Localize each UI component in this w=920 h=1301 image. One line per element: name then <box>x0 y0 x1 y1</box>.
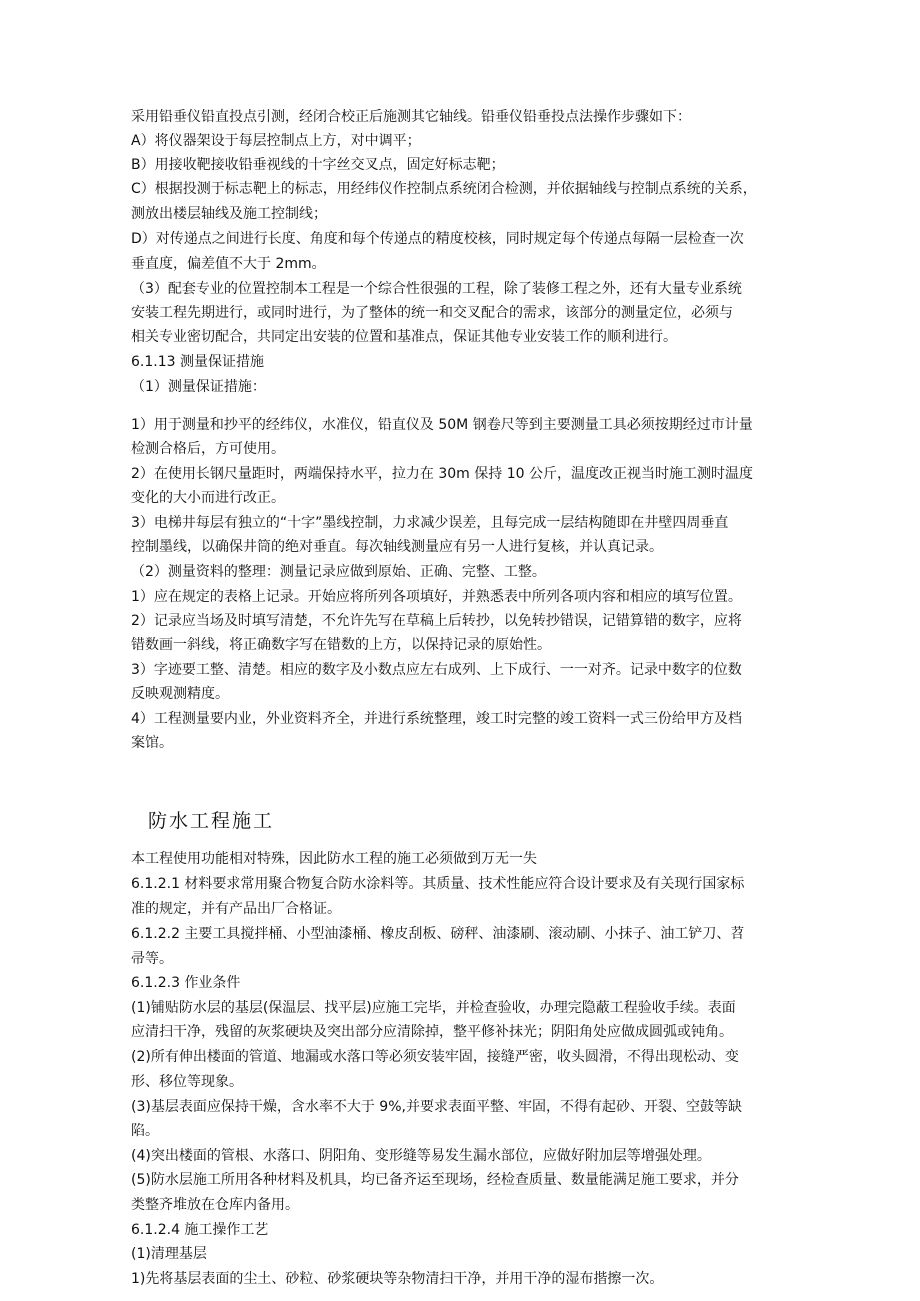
paragraph-line: 1）用于测量和抄平的经纬仪，水准仪，铅直仪及 50M 钢卷尺等到主要测量工具必须按期经过市计量 <box>131 417 753 433</box>
paragraph-line: D）对传递点之间进行长度、角度和每个传递点的精度校核，同时规定每个传递点每隔一层检查一次 <box>131 231 744 247</box>
paragraph-line: 相关专业密切配合，共同定出安装的位置和基准点，保证其他专业安装工作的顺利进行。 <box>131 329 677 345</box>
paragraph-line: 错数画一斜线，将正确数字写在错数的上方，以保持记录的原始性。 <box>131 637 551 653</box>
paragraph-line: 帚等。 <box>131 951 173 967</box>
paragraph-line: (3)基层表面应保持干燥，含水率不大于 9%,并要求表面平整、牢固，不得有起砂、开裂、空鼓等缺 <box>131 1099 742 1115</box>
subsection-heading: 6.1.2.4 施工操作工艺 <box>131 1222 269 1238</box>
paragraph-line: （3）配套专业的位置控制本工程是一个综合性很强的工程，除了装修工程之外，还有大量专业系统 <box>131 281 742 297</box>
paragraph-line: (1)清理基层 <box>131 1246 207 1262</box>
paragraph-line: 采用铅垂仪铅直投点引测，经闭合校正后施测其它轴线。铅垂仪铅垂投点法操作步骤如下： <box>131 109 691 125</box>
paragraph-line: 本工程使用功能相对特殊，因此防水工程的施工必须做到万无一失 <box>131 851 537 867</box>
paragraph-line: A）将仪器架设于每层控制点上方，对中调平； <box>131 133 421 149</box>
paragraph-line: （1）测量保证措施： <box>131 379 266 395</box>
paragraph-line: (5)防水层施工所用各种材料及机具，均已备齐运至现场，经检查质量、数量能满足施工要求，并分 <box>131 1172 739 1188</box>
paragraph-line: 测放出楼层轴线及施工控制线； <box>131 206 327 222</box>
paragraph-line: 形、移位等现象。 <box>131 1074 243 1090</box>
paragraph-line: 案馆。 <box>131 735 173 751</box>
paragraph-line: 垂直度，偏差值不大于 2mm。 <box>131 256 326 272</box>
paragraph-line: 6.1.2.1 材料要求常用聚合物复合防水涂料等。其质量、技术性能应符合设计要求及有关现行国家标 <box>131 876 745 892</box>
paragraph-line: 变化的大小而进行改正。 <box>131 490 285 506</box>
paragraph-line: 类整齐堆放在仓库内备用。 <box>131 1197 299 1213</box>
subsection-heading: 6.1.13 测量保证措施 <box>131 354 264 370</box>
paragraph-line: 控制墨线，以确保井筒的绝对垂直。每次轴线测量应有另一人进行复核，并认真记录。 <box>131 539 663 555</box>
paragraph-line: 3）电梯井每层有独立的“十字”墨线控制，力求减少误差，且每完成一层结构随即在井壁四周垂直 <box>131 515 729 531</box>
paragraph-line: (2)所有伸出楼面的管道、地漏或水落口等必须安装牢固，接缝严密，收头圆滑，不得出现松动、变 <box>131 1049 739 1065</box>
paragraph-line: (4)突出楼面的管根、水落口、阴阳角、变形缝等易发生漏水部位，应做好附加层等增强处理。 <box>131 1148 711 1164</box>
paragraph-line: 3）字迹要工整、清楚。相应的数字及小数点应左右成列、上下成行、一一对齐。记录中数字的位数 <box>131 662 742 678</box>
section-title: 防水工程施工 <box>148 810 275 832</box>
paragraph-line: 反映观测精度。 <box>131 686 229 702</box>
paragraph-line: 陷。 <box>131 1123 159 1139</box>
paragraph-line: 4）工程测量要内业，外业资料齐全，并进行系统整理，竣工时完整的竣工资料一式三份给甲方及档 <box>131 711 742 727</box>
paragraph-line: 准的规定，并有产品出厂合格证。 <box>131 901 341 917</box>
paragraph-line: B）用接收靶接收铅垂视线的十字丝交叉点，固定好标志靶； <box>131 157 505 173</box>
paragraph-line: 2）在使用长钢尺量距时，两端保持水平，拉力在 30m 保持 10 公斤，温度改正视当时施工测时温度 <box>131 466 753 482</box>
paragraph-line: (1)铺贴防水层的基层(保温层、找平层)应施工完毕，并检查验收，办理完隐蔽工程验收手续。表面 <box>131 1000 736 1016</box>
paragraph-line: 安装工程先期进行，或同时进行，为了整体的统一和交叉配合的需求，该部分的测量定位，必须与 <box>131 305 733 321</box>
paragraph-line: C）根据投测于标志靶上的标志，用经纬仪作控制点系统闭合检测，并依据轴线与控制点系统的关系， <box>131 181 757 197</box>
paragraph-line: 1)先将基层表面的尘土、砂粒、砂浆硬块等杂物清扫干净，并用干净的湿布揩擦一次。 <box>131 1271 664 1287</box>
paragraph-line: 1）应在规定的表格上记录。开始应将所列各项填好，并熟悉表中所列各项内容和相应的填写位置。 <box>131 589 742 605</box>
paragraph-line: 应清扫干净，残留的灰浆硬块及突出部分应清除掉，整平修补抹光；阴阳角处应做成圆弧或钝角。 <box>131 1024 733 1040</box>
paragraph-line: 6.1.2.2 主要工具搅拌桶、小型油漆桶、橡皮刮板、磅秤、油漆刷、滚动刷、小抹子、油工铲刀、苕 <box>131 926 745 942</box>
paragraph-line: 2）记录应当场及时填写清楚，不允许先写在草稿上后转抄，以免转抄错误，记错算错的数字，应将 <box>131 613 742 629</box>
paragraph-line: 检测合格后，方可使用。 <box>131 441 285 457</box>
paragraph-line: （2）测量资料的整理：测量记录应做到原始、正确、完整、工整。 <box>131 564 546 580</box>
paragraph-line: 6.1.2.3 作业条件 <box>131 975 241 991</box>
